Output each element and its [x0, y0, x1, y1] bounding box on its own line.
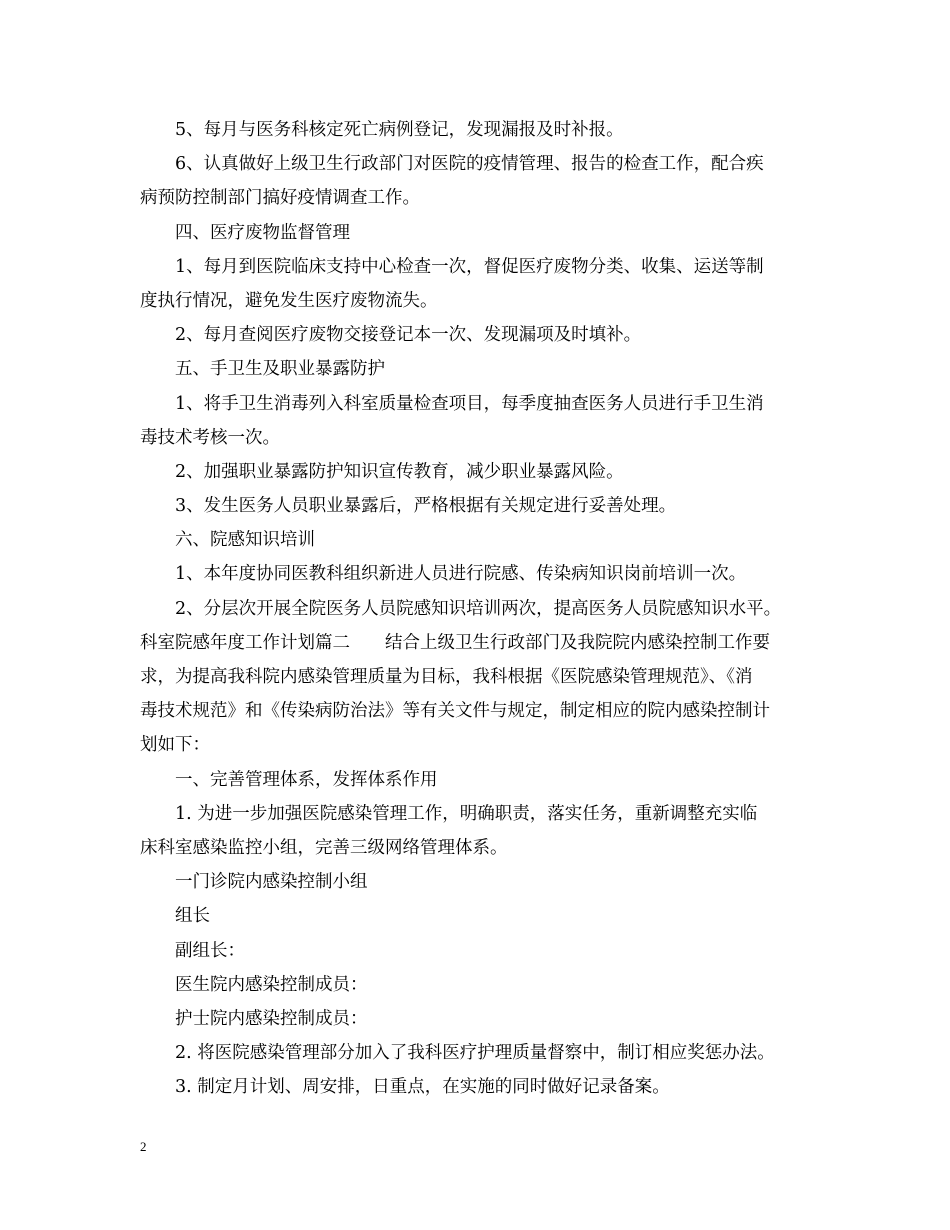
text-line: 6、认真做好上级卫生行政部门对医院的疫情管理、报告的检查工作，配合疾: [175, 154, 764, 175]
text-line: 划如下：: [140, 735, 210, 756]
text-line: 3. 制定月计划、周安排，日重点，在实施的同时做好记录备案。: [175, 1077, 670, 1098]
text-line: 组长: [175, 906, 210, 927]
text-line: 3、发生医务人员职业暴露后，严格根据有关规定进行妥善处理。: [175, 496, 677, 517]
text-line: 毒技术考核一次。: [140, 427, 280, 448]
text-line: 毒技术规范》和《传染病防治法》等有关文件与规定，制定相应的院内感染控制计: [140, 701, 770, 722]
text-line: 一、完善管理体系，发挥体系作用: [175, 769, 438, 790]
text-line: 1、将手卫生消毒列入科室质量检查项目，每季度抽查医务人员进行手卫生消: [175, 393, 764, 414]
document-body: [140, 113, 810, 1104]
text-line: 1、本年度协同医教科组织新进人员进行院感、传染病知识岗前培训一次。: [175, 564, 747, 585]
text-line: 1、每月到医院临床支持中心检查一次，督促医疗废物分类、收集、运送等制: [175, 256, 764, 277]
text-line: 1. 为进一步加强医院感染管理工作，明确职责，落实任务，重新调整充实临: [175, 803, 758, 824]
text-line: 病预防控制部门搞好疫情调查工作。: [140, 188, 420, 209]
text-line: 2. 将医院感染管理部分加入了我科医疗护理质量督察中，制订相应奖惩办法。: [175, 1043, 775, 1064]
text-line: 副组长：: [175, 940, 245, 961]
text-line: 五、手卫生及职业暴露防护: [175, 359, 385, 380]
text-line: 求，为提高我科院内感染管理质量为目标，我科根据《医院感染管理规范》、《消: [140, 667, 753, 687]
text-line: 一门诊院内感染控制小组: [175, 872, 368, 893]
text-line: 2、分层次开展全院医务人员院感知识培训两次，提高医务人员院感知识水平。: [175, 598, 782, 619]
text-line: 床科室感染监控小组，完善三级网络管理体系。: [140, 837, 508, 858]
text-line: 六、院感知识培训: [175, 530, 315, 551]
text-line: 5、每月与医务科核定死亡病例登记，发现漏报及时补报。: [175, 120, 624, 140]
text-line: 四、医疗废物监督管理: [175, 222, 350, 243]
page-number: 2: [140, 1139, 147, 1154]
text-line: 医生院内感染控制成员：: [175, 974, 368, 995]
text-line: 护士院内感染控制成员：: [175, 1008, 368, 1029]
text-line: 2、每月查阅医疗废物交接登记本一次、发现漏项及时填补。: [175, 325, 642, 346]
text-line: 2、加强职业暴露防护知识宣传教育，减少职业暴露风险。: [175, 461, 624, 482]
text-line: 度执行情况，避免发生医疗废物流失。: [140, 290, 438, 311]
text-line: 科室院感年度工作计划篇二 结合上级卫生行政部门及我院院内感染控制工作要: [140, 632, 770, 653]
